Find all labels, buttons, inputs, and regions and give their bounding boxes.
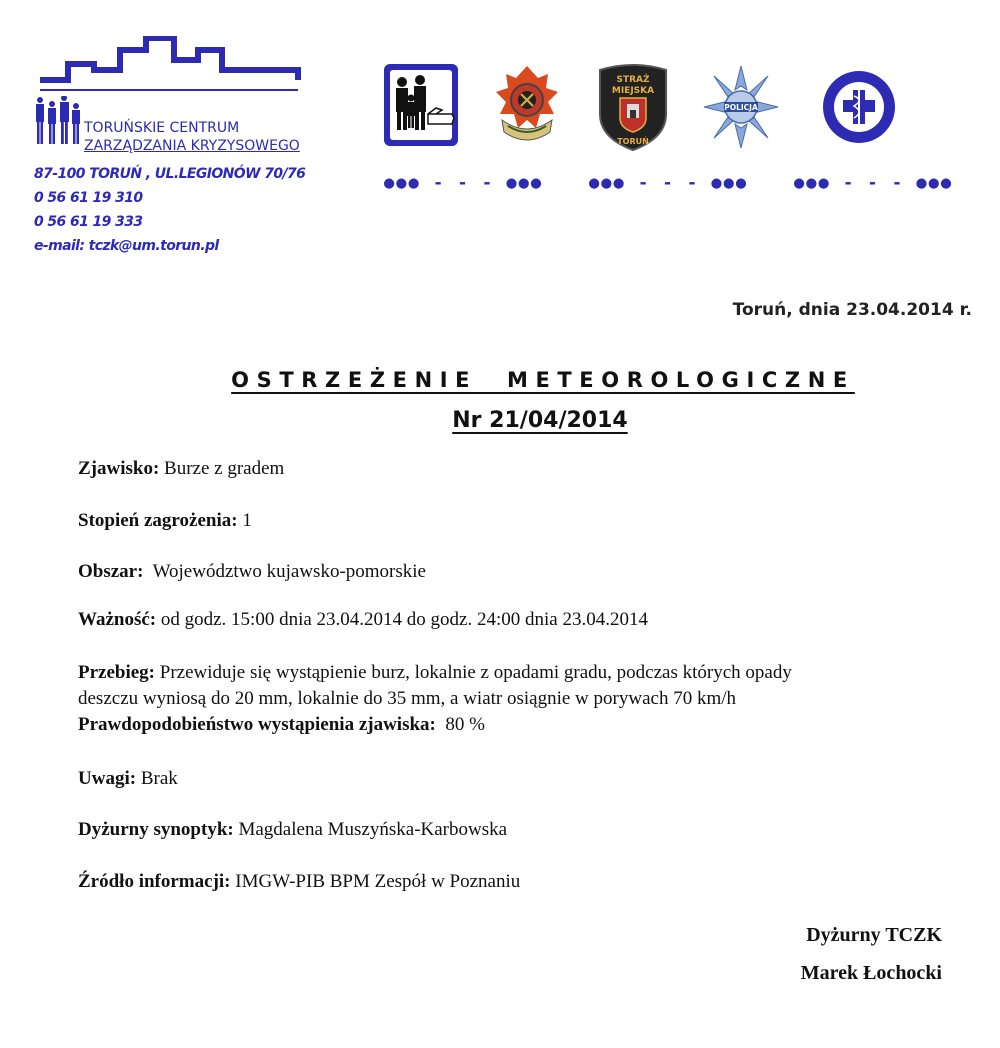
fire-brigade-emblem-icon — [488, 62, 566, 152]
probability-line — [78, 712, 792, 738]
document-title — [0, 368, 1000, 392]
course-label: Przebieg: — [78, 662, 156, 683]
field-notes — [78, 766, 178, 792]
decor-dash-row-1: ●●● - - - ●●● — [384, 173, 544, 193]
city-guard-badge-icon — [594, 62, 672, 152]
phenomenon-value: Burze z gradem — [159, 458, 285, 479]
field-area — [78, 559, 426, 585]
probability-label: Prawdopodobieństwo wystąpienia zjawiska: — [78, 714, 436, 735]
validity-value: od godz. 15:00 dnia 23.04.2014 do godz. 24:00 dnia 23.04.2014 — [156, 609, 648, 630]
decor-dash-row-2: ●●● - - - ●●● — [589, 173, 749, 193]
medical-rescue-icon — [820, 62, 898, 152]
organization-name — [84, 119, 300, 155]
org-name-line1: TORUŃSKIE CENTRUM — [84, 120, 240, 136]
police-star-icon — [702, 62, 780, 152]
svg-text:TORUŃ: TORUŃ — [617, 137, 649, 146]
document-number-text: Nr 21/04/2014 — [452, 408, 628, 433]
field-phenomenon — [78, 456, 284, 482]
threat-value: 1 — [237, 510, 252, 531]
phenomenon-label: Zjawisko: — [78, 458, 160, 479]
svg-text:STRAŻ: STRAŻ — [616, 75, 650, 85]
signature-role: Dyżurny TCZK — [806, 924, 942, 946]
area-value: Województwo kujawsko-pomorskie — [143, 561, 426, 582]
field-course — [78, 660, 792, 738]
probability-value: 80 % — [435, 714, 485, 735]
area-label: Obszar: — [78, 561, 144, 582]
skyline-logo-icon — [36, 36, 306, 96]
validity-label: Ważność: — [78, 609, 157, 630]
document-date: Toruń, dnia 23.04.2014 r. — [732, 300, 972, 320]
course-value-line1: Przewiduje się wystąpienie burz, lokalnie z opadami gradu, podczas których opady — [155, 662, 792, 683]
family-help-icon — [382, 62, 460, 152]
svg-text:MIEJSKA: MIEJSKA — [611, 86, 655, 96]
contact-info — [34, 162, 305, 258]
field-source — [78, 869, 520, 895]
field-validity — [78, 607, 648, 633]
document-number — [0, 408, 1000, 433]
source-value: IMGW-PIB BPM Zespół w Poznaniu — [230, 871, 521, 892]
source-label: Źródło informacji: — [78, 871, 231, 892]
organization-block — [34, 96, 364, 256]
field-threat-level — [78, 508, 252, 534]
course-line-1 — [78, 660, 792, 686]
notes-label: Uwagi: — [78, 768, 137, 789]
threat-label: Stopień zagrożenia: — [78, 510, 238, 531]
forecaster-label: Dyżurny synoptyk: — [78, 819, 234, 840]
email: e-mail: tczk@um.torun.pl — [34, 238, 219, 254]
signature-name: Marek Łochocki — [800, 962, 942, 984]
decor-dash-row-3: ●●● - - - ●●● — [794, 173, 954, 193]
notes-value: Brak — [136, 768, 178, 789]
document-title-text: OSTRZEŻENIE METEOROLOGICZNE — [231, 368, 855, 392]
forecaster-value: Magdalena Muszyńska-Karbowska — [233, 819, 508, 840]
address: 87-100 TORUŃ , UL.LEGIONÓW 70/76 — [34, 166, 306, 182]
field-forecaster — [78, 817, 507, 843]
phone-1: 0 56 61 19 310 — [34, 190, 143, 206]
course-value-line2: deszczu wyniosą do 20 mm, lokalnie do 35 mm, a wiatr osiągnie w porywach 70 km/h — [78, 688, 737, 709]
svg-text:POLICJA: POLICJA — [724, 103, 758, 112]
people-silhouettes-icon — [34, 96, 84, 148]
org-name-line2: ZARZĄDZANIA KRYZYSOWEGO — [84, 138, 300, 154]
phone-2: 0 56 61 19 333 — [34, 214, 143, 230]
